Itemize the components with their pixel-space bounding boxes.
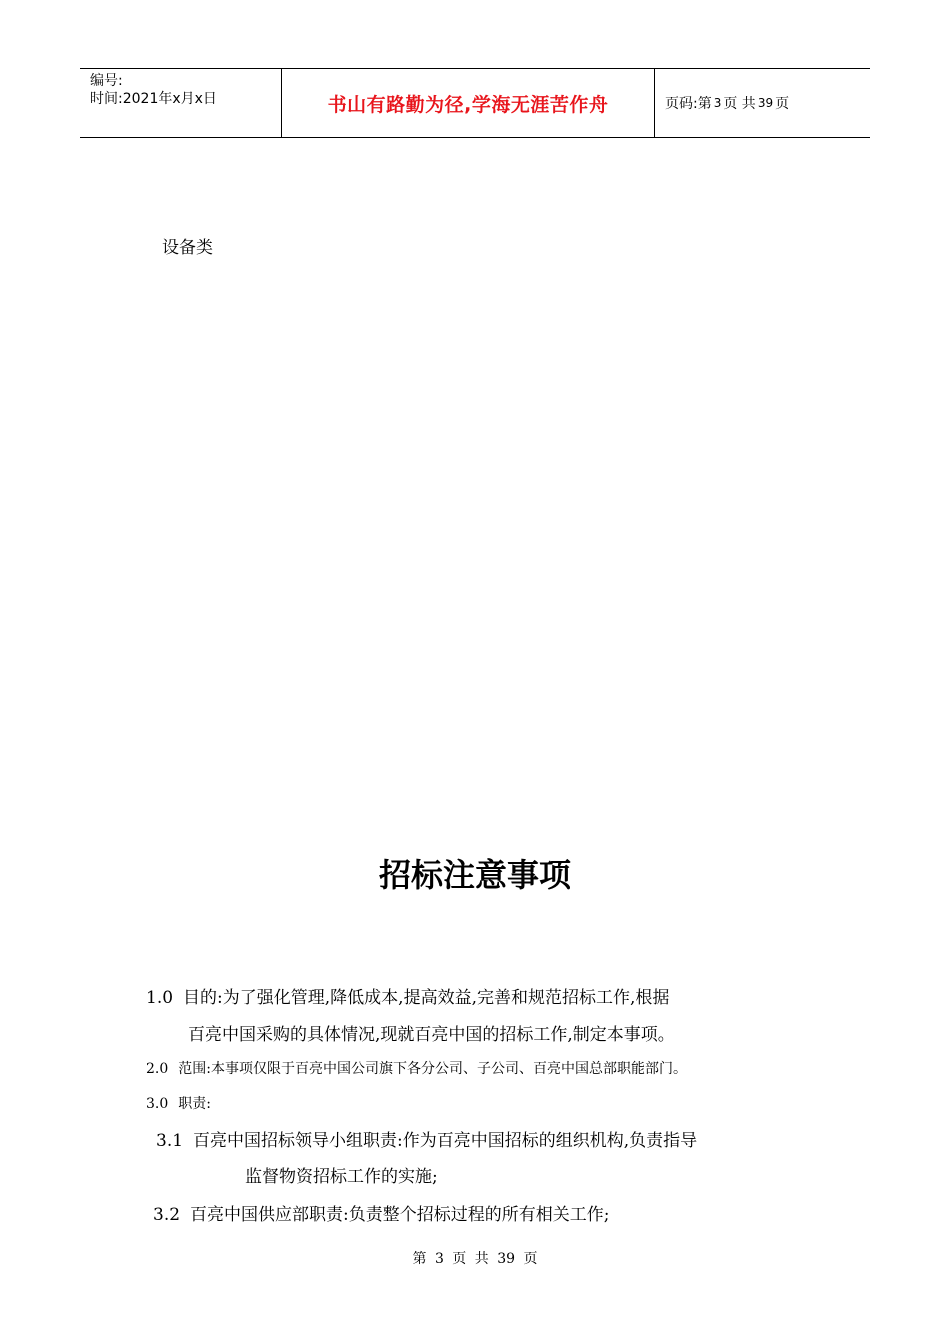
section-3-1-number: 3.1: [156, 1131, 184, 1151]
section-3-text: 职责:: [178, 1096, 211, 1112]
section-3-1-line-2: 监督物资招标工作的实施;: [245, 1167, 438, 1187]
document-title: 招标注意事项: [378, 856, 571, 894]
page-total: 39: [757, 96, 774, 110]
section-3-2-number: 3.2: [153, 1205, 181, 1225]
number-label: 编号:: [90, 73, 123, 89]
section-2-text: 范围:本事项仅限于百亮中国公司旗下各分公司、子公司、百亮中国总部职能部门。: [178, 1061, 687, 1077]
section-3-2: [153, 1200, 610, 1225]
section-1-number: 1.0: [146, 988, 174, 1008]
header-meta: [80, 69, 282, 137]
section-2-number: 2.0: [146, 1061, 169, 1077]
page-suffix: 页: [775, 96, 790, 112]
section-1-text: 目的:为了强化管理,降低成本,提高效益,完善和规范招标工作,根据: [183, 988, 670, 1008]
page-footer: 第 3 页 共 39 页: [412, 1251, 538, 1267]
section-3: [146, 1093, 211, 1113]
section-2: [146, 1058, 687, 1078]
section-1-line-1: [146, 983, 669, 1008]
motto: 书山有路勤为径,学海无涯苦作舟: [327, 93, 609, 116]
page-prefix: 页码:第: [665, 96, 712, 112]
category-label: 设备类: [162, 238, 213, 258]
page-current: 3: [713, 96, 722, 110]
page-header: [80, 68, 870, 138]
page-middle: 页 共: [723, 96, 756, 112]
section-3-number: 3.0: [146, 1096, 169, 1112]
section-3-1-text: 百亮中国招标领导小组职责:作为百亮中国招标的组织机构,负责指导: [193, 1131, 698, 1151]
time-label: 时间:2021年x月x日: [90, 91, 217, 107]
header-motto-cell: [282, 69, 655, 137]
section-3-2-text: 百亮中国供应部职责:负责整个招标过程的所有相关工作;: [190, 1205, 610, 1225]
page-indicator: [655, 69, 870, 137]
section-3-1-line-1: [156, 1126, 697, 1151]
section-1-line-2: 百亮中国采购的具体情况,现就百亮中国的招标工作,制定本事项。: [188, 1025, 675, 1045]
